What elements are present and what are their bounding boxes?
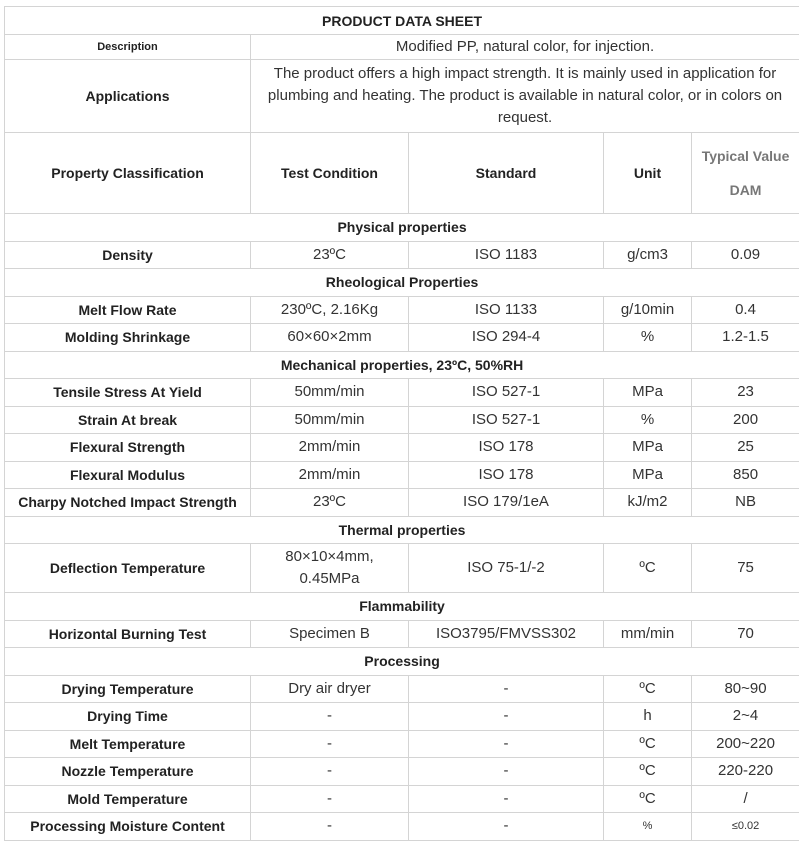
cell-value: NB (692, 489, 799, 517)
section-row (5, 214, 799, 242)
cell-property: Mold Temperature (5, 785, 251, 813)
header-property: Property Classification (5, 133, 251, 214)
cell-standard: ISO 294-4 (409, 324, 604, 352)
cell-standard: - (409, 758, 604, 786)
table-row (5, 406, 799, 434)
cell-unit: % (604, 813, 692, 841)
table-row (5, 758, 799, 786)
table-row (5, 730, 799, 758)
applications-label: Applications (5, 60, 251, 133)
applications-value: The product offers a high impact strength. It is mainly used in application for plumbing and heating. The product is available in natural color, or in colors on request. (251, 60, 799, 133)
cell-condition: Dry air dryer (251, 675, 409, 703)
cell-unit: MPa (604, 461, 692, 489)
cell-standard: - (409, 703, 604, 731)
section-title: Physical properties (5, 214, 799, 242)
table-row (5, 703, 799, 731)
section-row (5, 269, 799, 297)
cell-standard: - (409, 730, 604, 758)
table-row (5, 620, 799, 648)
cell-value: / (692, 785, 799, 813)
section-title: Mechanical properties, 23ºC, 50%RH (5, 351, 799, 379)
cell-condition: - (251, 758, 409, 786)
cell-condition: - (251, 730, 409, 758)
description-value: Modified PP, natural color, for injection. (251, 35, 799, 60)
cell-unit: g/10min (604, 296, 692, 324)
cell-condition: 80×10×4mm, 0.45MPa (251, 544, 409, 593)
header-standard: Standard (409, 133, 604, 214)
cell-value: 75 (692, 544, 799, 593)
cell-property: Melt Flow Rate (5, 296, 251, 324)
section-row (5, 516, 799, 544)
header-condition: Test Condition (251, 133, 409, 214)
cell-value: 200 (692, 406, 799, 434)
cell-value: 220-220 (692, 758, 799, 786)
cell-property: Charpy Notched Impact Strength (5, 489, 251, 517)
product-data-table (4, 6, 799, 841)
cell-value: 200~220 (692, 730, 799, 758)
cell-value: 23 (692, 379, 799, 407)
cell-value: 0.4 (692, 296, 799, 324)
cell-property: Drying Temperature (5, 675, 251, 703)
cell-standard: ISO 178 (409, 461, 604, 489)
cell-condition: 50mm/min (251, 406, 409, 434)
cell-condition: 2mm/min (251, 461, 409, 489)
cell-unit: h (604, 703, 692, 731)
table-row (5, 324, 799, 352)
cell-property: Processing Moisture Content (5, 813, 251, 841)
section-row (5, 648, 799, 676)
cell-standard: ISO 1133 (409, 296, 604, 324)
cell-property: Deflection Temperature (5, 544, 251, 593)
table-body (5, 7, 799, 841)
cell-condition: 23ºC (251, 489, 409, 517)
cell-unit: ºC (604, 785, 692, 813)
cell-condition: Specimen B (251, 620, 409, 648)
cell-unit: kJ/m2 (604, 489, 692, 517)
table-row (5, 434, 799, 462)
cell-property: Density (5, 241, 251, 269)
cell-property: Flexural Strength (5, 434, 251, 462)
cell-standard: ISO 178 (409, 434, 604, 462)
cell-standard: ISO 179/1eA (409, 489, 604, 517)
cell-property: Strain At break (5, 406, 251, 434)
cell-condition: 60×60×2mm (251, 324, 409, 352)
sheet-title: PRODUCT DATA SHEET (5, 7, 799, 35)
cell-unit: MPa (604, 379, 692, 407)
cell-property: Tensile Stress At Yield (5, 379, 251, 407)
cell-unit: g/cm3 (604, 241, 692, 269)
cell-condition: 50mm/min (251, 379, 409, 407)
cell-condition: - (251, 785, 409, 813)
cell-condition: 230ºC, 2.16Kg (251, 296, 409, 324)
header-row (5, 133, 799, 214)
cell-value: 1.2-1.5 (692, 324, 799, 352)
cell-value: 850 (692, 461, 799, 489)
cell-value: ≤0.02 (692, 813, 799, 841)
cell-unit: % (604, 324, 692, 352)
header-typical-value (692, 133, 799, 214)
cell-value: 0.09 (692, 241, 799, 269)
cell-unit: ºC (604, 758, 692, 786)
table-row (5, 813, 799, 841)
cell-unit: ºC (604, 675, 692, 703)
section-title: Thermal properties (5, 516, 799, 544)
cell-standard: ISO3795/FMVSS302 (409, 620, 604, 648)
cell-standard: ISO 75-1/-2 (409, 544, 604, 593)
section-row (5, 593, 799, 621)
cell-property: Drying Time (5, 703, 251, 731)
header-typical-line1: Typical Value (701, 148, 790, 164)
applications-row (5, 60, 799, 133)
title-row (5, 7, 799, 35)
section-row (5, 351, 799, 379)
header-unit: Unit (604, 133, 692, 214)
table-row (5, 461, 799, 489)
table-row (5, 296, 799, 324)
cell-value: 80~90 (692, 675, 799, 703)
section-title: Rheological Properties (5, 269, 799, 297)
table-row (5, 379, 799, 407)
table-row (5, 785, 799, 813)
cell-standard: - (409, 785, 604, 813)
description-label: Description (5, 35, 251, 60)
description-row (5, 35, 799, 60)
cell-unit: MPa (604, 434, 692, 462)
cell-unit: mm/min (604, 620, 692, 648)
cell-property: Horizontal Burning Test (5, 620, 251, 648)
cell-condition: - (251, 703, 409, 731)
cell-value: 70 (692, 620, 799, 648)
cell-property: Molding Shrinkage (5, 324, 251, 352)
cell-unit: % (604, 406, 692, 434)
cell-property: Melt Temperature (5, 730, 251, 758)
cell-property: Flexural Modulus (5, 461, 251, 489)
cell-unit: ºC (604, 730, 692, 758)
header-typical-line2: DAM (729, 182, 762, 198)
table-row (5, 544, 799, 593)
cell-condition: - (251, 813, 409, 841)
cell-condition: 23ºC (251, 241, 409, 269)
cell-condition: 2mm/min (251, 434, 409, 462)
cell-unit: ºC (604, 544, 692, 593)
cell-standard: - (409, 675, 604, 703)
cell-standard: ISO 527-1 (409, 406, 604, 434)
cell-property: Nozzle Temperature (5, 758, 251, 786)
table-row (5, 489, 799, 517)
cell-standard: ISO 527-1 (409, 379, 604, 407)
cell-value: 2~4 (692, 703, 799, 731)
cell-standard: - (409, 813, 604, 841)
cell-standard: ISO 1183 (409, 241, 604, 269)
section-title: Flammability (5, 593, 799, 621)
table-row (5, 675, 799, 703)
cell-value: 25 (692, 434, 799, 462)
table-row (5, 241, 799, 269)
section-title: Processing (5, 648, 799, 676)
